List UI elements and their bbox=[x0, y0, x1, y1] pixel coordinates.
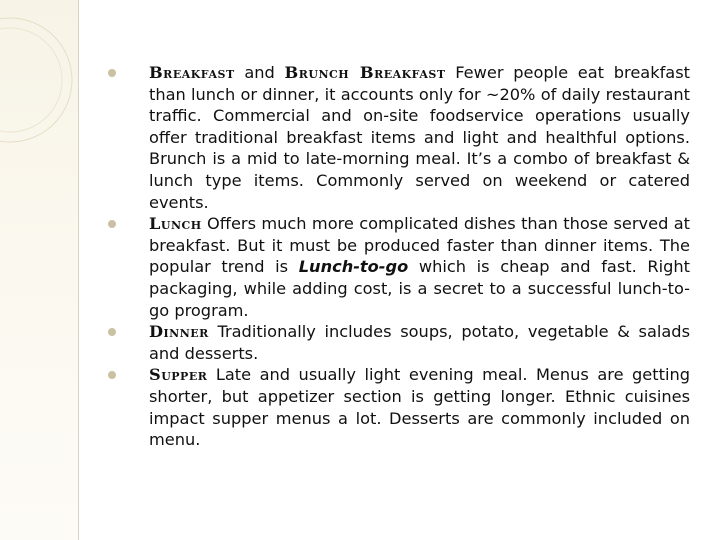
list-item-breakfast bbox=[108, 62, 690, 213]
list-item-dinner bbox=[108, 321, 690, 364]
term-dinner: Dinner bbox=[149, 322, 209, 342]
bullet-dot bbox=[108, 371, 116, 379]
term-lunch: Lunch bbox=[149, 214, 202, 234]
term-joiner: and bbox=[234, 63, 285, 82]
lunch-to-go-emphasis: Lunch-to-go bbox=[298, 257, 409, 277]
term-breakfast: Breakfast bbox=[149, 63, 235, 82]
lunch-description: Offers much more complicated dishes than those served at breakfast. But it must be produced faster than dinner items. The popular trend is bbox=[149, 214, 690, 277]
breakfast-description: Fewer people eat breakfast than lunch or dinner, it accounts only for ~20% of daily restaurant traffic. Commercial and on-site foodservice operations usually offer traditional breakfast items and light and healthful options. Brunch is a mid to late-morning meal. It’s a combo of breakfast & lunch type items. Commonly served on weekend or catered events. bbox=[149, 63, 690, 212]
decorative-arc-lines bbox=[0, 0, 79, 160]
bullet-dot bbox=[108, 69, 116, 77]
term-supper: Supper bbox=[149, 365, 208, 385]
bullet-dot bbox=[108, 220, 116, 228]
topic-list bbox=[108, 62, 690, 451]
supper-description: Late and usually light evening meal. Menus are getting shorter, but appetizer section is getting longer. Ethnic cuisines impact supper menus a lot. Desserts are commonly included on menu. bbox=[149, 365, 690, 450]
list-item-lunch bbox=[108, 213, 690, 321]
lunch-description-continued: which is cheap and fast. Right packaging, while adding cost, is a secret to a successful lunch-to-go program. bbox=[149, 257, 690, 320]
list-item-supper bbox=[108, 364, 690, 450]
term-brunch: Brunch Breakfast bbox=[284, 63, 446, 82]
bullet-dot bbox=[108, 328, 116, 336]
dinner-description: Traditionally includes soups, potato, vegetable & salads and desserts. bbox=[149, 322, 690, 363]
slide-content bbox=[108, 62, 690, 451]
